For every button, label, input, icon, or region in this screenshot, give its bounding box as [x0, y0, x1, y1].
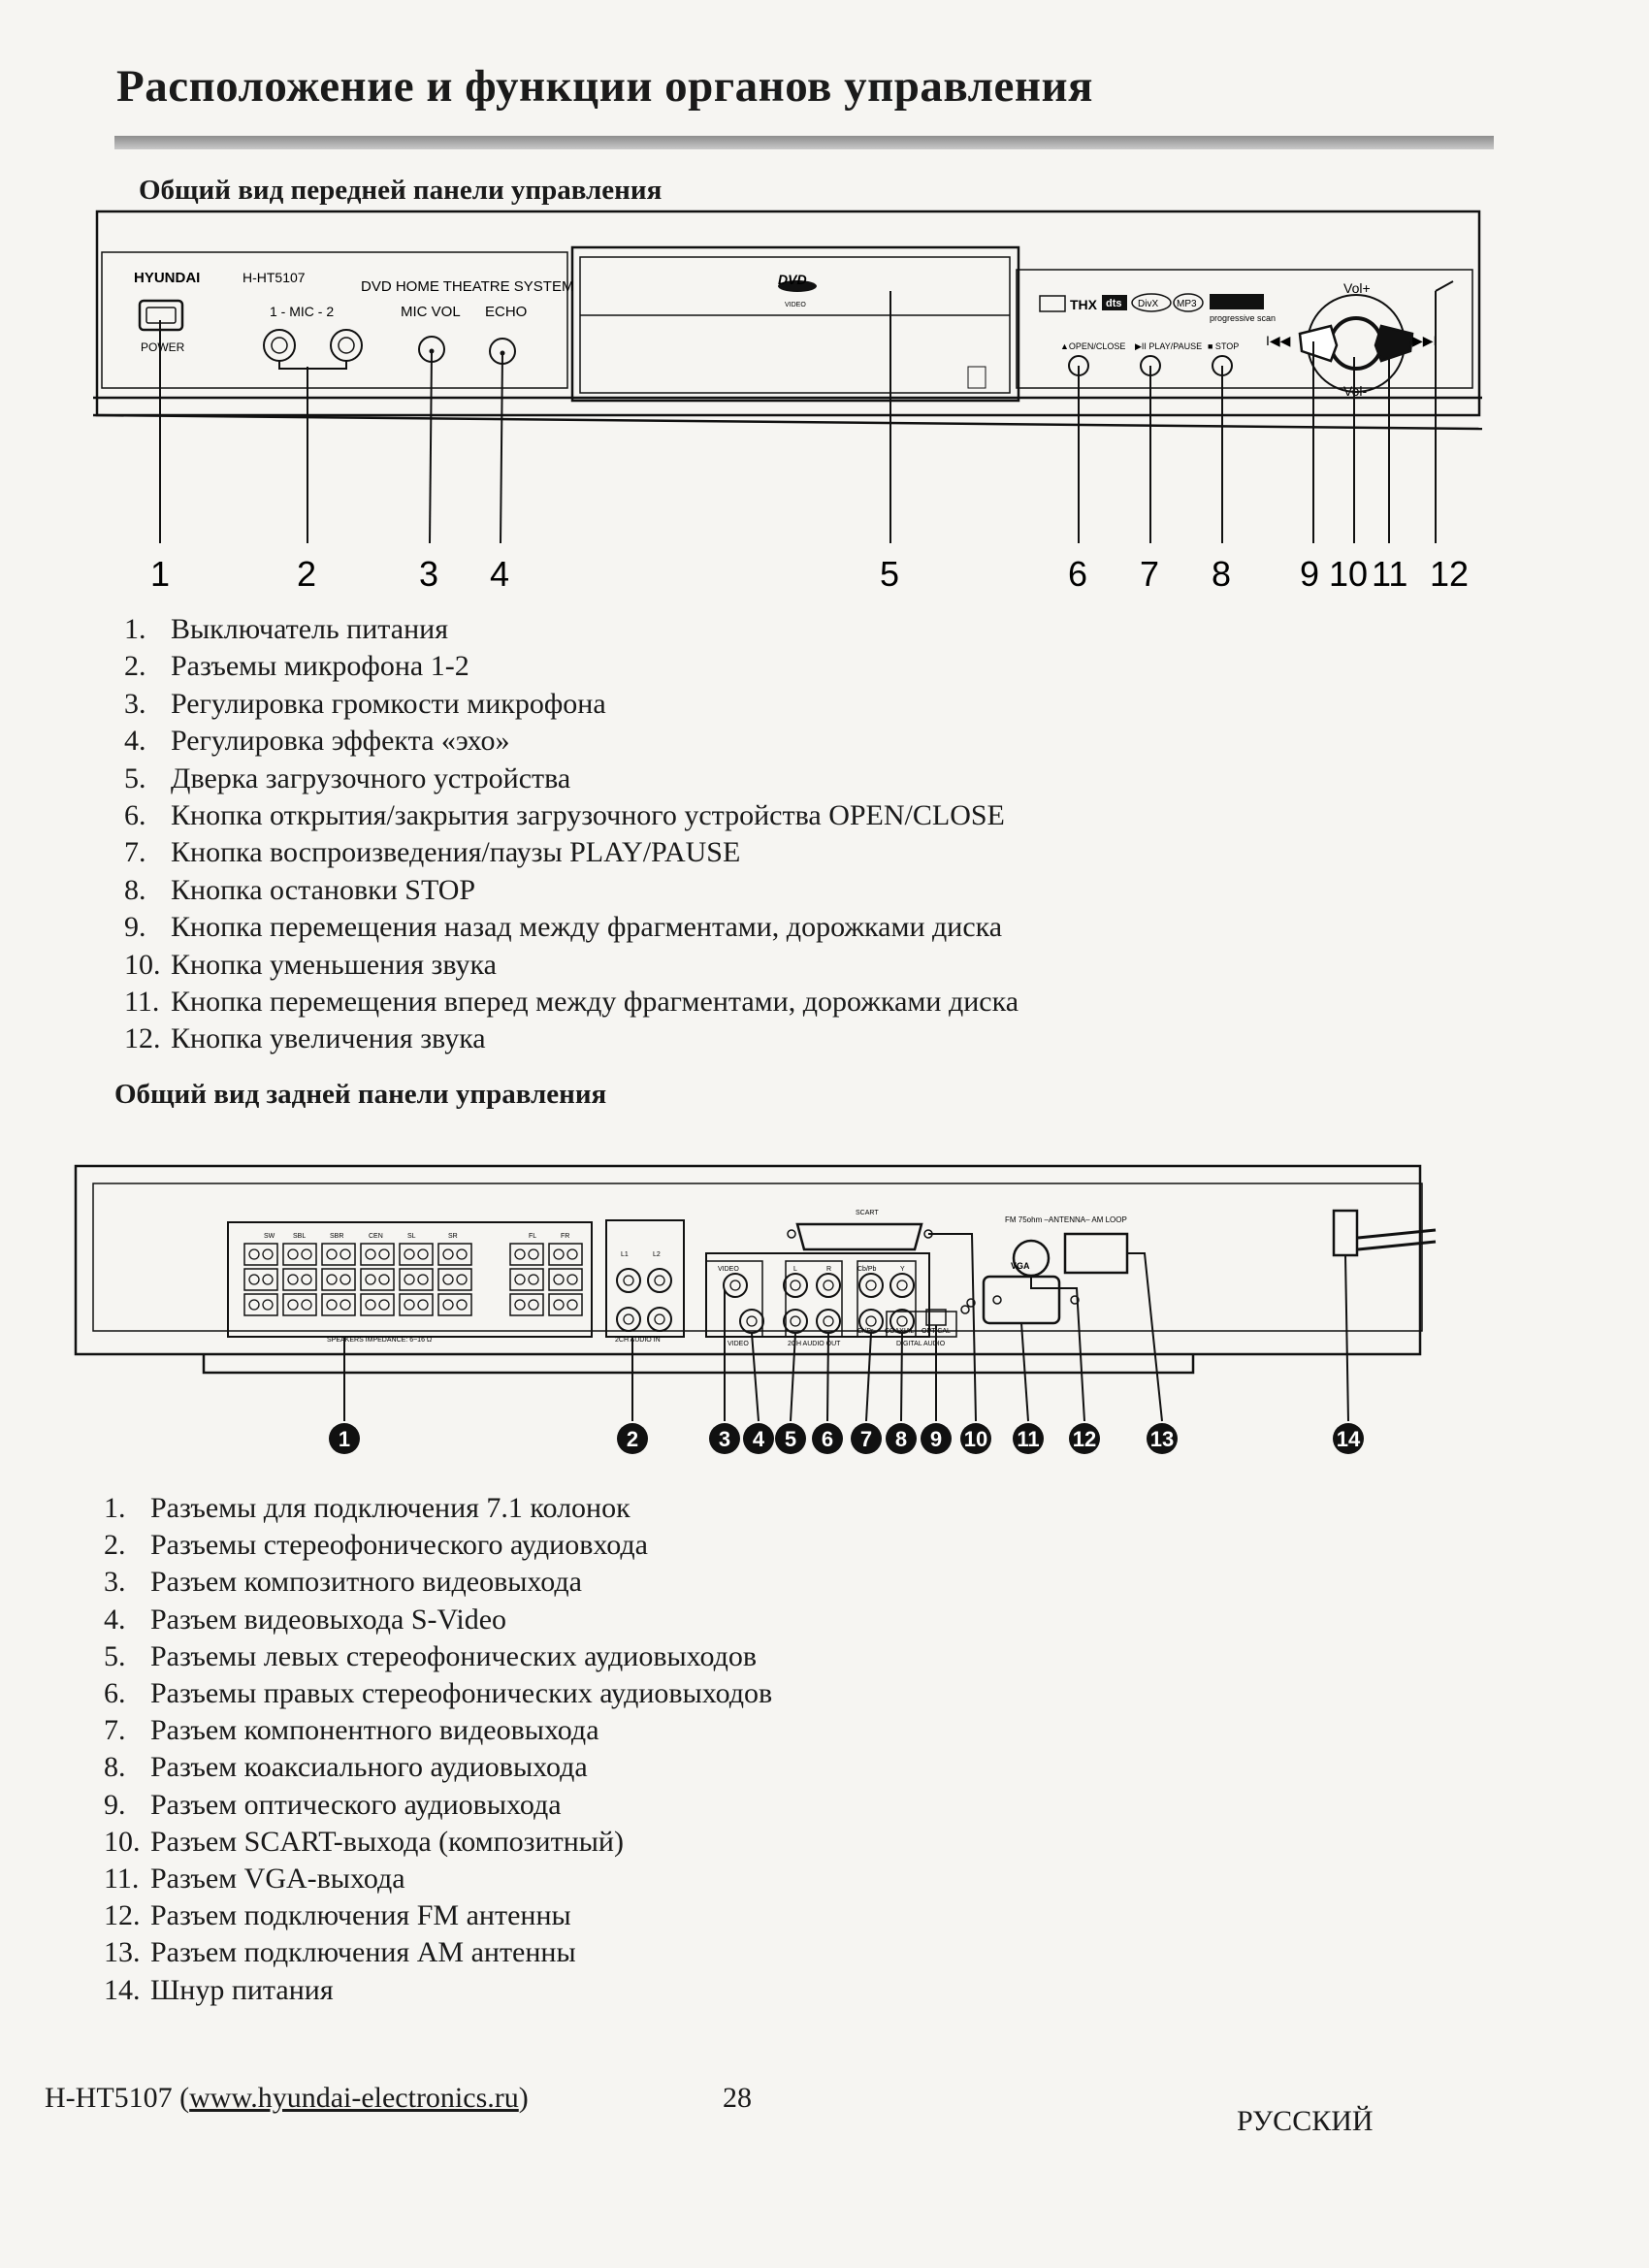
rca-jack[interactable] — [817, 1310, 840, 1333]
front-list-item-text: Кнопка остановки STOP — [171, 873, 476, 906]
front-list-item-text: Кнопка уменьшения звука — [171, 948, 497, 981]
front-callout-6: 6 — [1068, 554, 1088, 594]
front-controls-list — [124, 611, 1018, 1058]
rear-callout-7: 7 — [859, 1427, 873, 1451]
front-list-item — [124, 984, 1018, 1021]
rear-callout-10: 10 — [963, 1427, 988, 1451]
l2-label: L2 — [653, 1251, 661, 1258]
rear-list-item-text: Разъем коаксиального аудиовыхода — [150, 1751, 588, 1784]
front-list-item-text: Разъемы микрофона 1-2 — [171, 650, 469, 683]
rear-callout-9: 9 — [929, 1427, 943, 1451]
rear-list-item-number: 11. — [104, 1863, 140, 1895]
rear-list-item — [104, 1972, 772, 2009]
rear-list-item — [104, 1861, 772, 1897]
front-list-item-number: 11. — [124, 986, 160, 1019]
rear-list-item — [104, 1749, 772, 1786]
rear-list-item-text: Разъемы правых стереофонических аудиовыходов — [150, 1677, 773, 1710]
divx-logo: DivX — [1138, 299, 1159, 309]
front-list-item — [124, 761, 1018, 797]
logo-box-1 — [1040, 296, 1065, 311]
dvd-logo-text: DVD — [778, 272, 807, 287]
rear-list-item-number: 13. — [104, 1936, 141, 1969]
speaker-channel-label: CEN — [369, 1233, 383, 1240]
rear-connectors-list — [104, 1490, 772, 2009]
front-callout-2: 2 — [297, 554, 317, 594]
mic-vol-label: MIC VOL — [401, 304, 461, 320]
front-panel-heading: Общий вид передней панели управления — [139, 175, 663, 206]
video-logo-text: VIDEO — [785, 302, 806, 308]
front-list-item-number: 10. — [124, 948, 161, 981]
stop-label: ■ STOP — [1208, 341, 1240, 351]
am-antenna-port[interactable] — [1065, 1234, 1127, 1273]
rear-callout-3: 3 — [718, 1427, 731, 1451]
scart-port[interactable] — [797, 1224, 922, 1249]
coaxial-label: COAXIAL — [885, 1328, 915, 1335]
front-callout-11: 11 — [1372, 554, 1408, 594]
rear-list-item — [104, 1527, 772, 1564]
vol-plus-label: Vol+ — [1343, 280, 1371, 296]
disc-slot-mark — [968, 367, 986, 388]
mic1-jack[interactable] — [264, 330, 295, 361]
rear-callout-14: 14 — [1336, 1427, 1361, 1451]
speakers-label: SPEAKERS IMPEDANCE: 6~16 Ω — [327, 1337, 433, 1344]
optical-label: OPTICAL — [922, 1328, 951, 1335]
power-cord-outlet — [1334, 1211, 1357, 1255]
audio-out-label: 2CH AUDIO OUT — [788, 1341, 841, 1347]
front-callout-8: 8 — [1212, 554, 1232, 594]
front-list-item-text: Кнопка перемещения назад между фрагментами, дорожками диска — [171, 911, 1003, 944]
footer-language: РУССКИЙ — [1237, 2105, 1374, 2137]
front-callout-10: 10 — [1329, 554, 1369, 594]
rear-callout-2: 2 — [626, 1427, 639, 1451]
power-label: POWER — [141, 340, 185, 354]
rca-jack[interactable] — [740, 1310, 763, 1333]
speaker-channel-label: SBR — [330, 1233, 344, 1240]
front-list-item-text: Регулировка эффекта «эхо» — [171, 725, 510, 758]
rear-list-item-text: Разъем подключения AM антенны — [150, 1936, 576, 1969]
next-icon: ▶▶I — [1412, 333, 1438, 348]
open-close-label: ▲OPEN/CLOSE — [1060, 341, 1126, 351]
rear-list-item-number: 5. — [104, 1639, 126, 1672]
front-list-item-number: 4. — [124, 725, 146, 758]
front-list-item-number: 7. — [124, 836, 146, 869]
rear-list-item — [104, 1787, 772, 1824]
rear-panel-heading: Общий вид задней панели управления — [114, 1079, 607, 1110]
front-callout-12: 12 — [1430, 554, 1470, 594]
rear-list-item — [104, 1638, 772, 1675]
rca-jack[interactable] — [784, 1274, 807, 1297]
rca-jack[interactable] — [784, 1310, 807, 1333]
speaker-channel-label: SW — [264, 1233, 275, 1240]
rear-list-item-text: Разъем оптического аудиовыхода — [150, 1788, 562, 1821]
rear-callout-6: 6 — [821, 1427, 834, 1451]
rear-callout-5: 5 — [784, 1427, 797, 1451]
rear-list-item-text: Разъем композитного видеовыхода — [150, 1566, 582, 1599]
rear-list-item-text: Разъем компонентного видеовыхода — [150, 1714, 599, 1747]
rear-list-item-text: Разъемы левых стереофонических аудиовыходов — [150, 1639, 758, 1672]
progressive-scan-logo-box — [1210, 294, 1264, 309]
rca-jack[interactable] — [724, 1274, 747, 1297]
front-list-item-text: Кнопка открытия/закрытия загрузочного устройства OPEN/CLOSE — [171, 799, 1005, 832]
rear-callout-12: 12 — [1072, 1427, 1097, 1451]
rear-list-item — [104, 1934, 772, 1971]
rear-list-item-number: 10. — [104, 1825, 141, 1858]
video-out-label: VIDEO — [728, 1341, 749, 1347]
model-label: H-HT5107 — [242, 270, 306, 285]
speaker-channel-label: SR — [448, 1233, 458, 1240]
play-pause-label: ▶II PLAY/PAUSE — [1135, 341, 1203, 351]
front-list-item-number: 1. — [124, 613, 146, 645]
rear-panel-diagram — [0, 1145, 1649, 1474]
rear-list-item-text: Разъем VGA-выхода — [150, 1863, 405, 1895]
y-label: Y — [900, 1266, 905, 1273]
prev-button[interactable] — [1300, 326, 1337, 361]
rca-jack[interactable] — [648, 1269, 671, 1292]
dts-logo: dts — [1106, 298, 1122, 309]
next-button[interactable] — [1375, 326, 1412, 361]
front-list-item-number: 5. — [124, 761, 146, 794]
page-number: 28 — [723, 2082, 752, 2114]
footer-close-paren: ) — [518, 2082, 529, 2114]
speaker-channel-label: FR — [561, 1233, 570, 1240]
rear-callout-13: 13 — [1149, 1427, 1175, 1451]
front-list-item-text: Кнопка воспроизведения/паузы PLAY/PAUSE — [171, 836, 741, 869]
rear-list-item-number: 1. — [104, 1492, 126, 1524]
rear-list-item-number: 2. — [104, 1529, 126, 1562]
r-label: R — [826, 1266, 832, 1273]
brand-label: HYUNDAI — [134, 270, 201, 286]
speaker-channel-label: SBL — [293, 1233, 307, 1240]
front-callout-5: 5 — [880, 554, 900, 594]
prev-icon: I◀◀ — [1266, 333, 1291, 348]
front-list-item — [124, 611, 1018, 648]
rca-jack[interactable] — [617, 1308, 640, 1331]
rear-list-item — [104, 1602, 772, 1638]
front-panel-diagram — [0, 0, 1649, 621]
rear-list-item-number: 6. — [104, 1677, 126, 1710]
front-callout-3: 3 — [419, 554, 439, 594]
rear-list-item-text: Разъем SCART-выхода (композитный) — [150, 1825, 624, 1858]
front-list-item — [124, 834, 1018, 871]
page-title: Расположение и функции органов управления — [116, 61, 1093, 112]
echo-label: ECHO — [485, 304, 528, 320]
rear-list-item — [104, 1824, 772, 1861]
rear-list-item — [104, 1897, 772, 1934]
video-label: VIDEO — [718, 1266, 739, 1273]
rear-list-item-text: Разъемы для подключения 7.1 колонок — [150, 1492, 630, 1524]
thx-logo: THX — [1070, 297, 1097, 312]
vga-port[interactable] — [984, 1277, 1059, 1323]
cb-pb-label: Cb/Pb — [857, 1266, 877, 1273]
front-list-item — [124, 909, 1018, 946]
rear-callout-4: 4 — [752, 1427, 765, 1451]
front-list-item — [124, 947, 1018, 984]
front-callout-9: 9 — [1300, 554, 1320, 594]
rca-jack[interactable] — [617, 1269, 640, 1292]
front-list-item-number: 9. — [124, 911, 146, 944]
front-list-item — [124, 648, 1018, 685]
mp3-logo: MP3 — [1177, 299, 1197, 309]
front-list-item — [124, 686, 1018, 723]
vga-label: VGA — [1011, 1261, 1030, 1271]
front-list-item-number: 8. — [124, 873, 146, 906]
rear-list-item-text: Разъемы стереофонического аудиовхода — [150, 1529, 648, 1562]
antenna-label: FM 75ohm –ANTENNA– AM LOOP — [1005, 1215, 1127, 1224]
rear-list-item — [104, 1564, 772, 1601]
front-list-item — [124, 797, 1018, 834]
rear-list-item-text: Разъем подключения FM антенны — [150, 1899, 571, 1932]
front-list-item-text: Кнопка увеличения звука — [171, 1022, 486, 1055]
rca-jack[interactable] — [817, 1274, 840, 1297]
front-callout-7: 7 — [1140, 554, 1160, 594]
rear-callout-1: 1 — [338, 1427, 351, 1451]
rear-list-item-number: 14. — [104, 1973, 141, 2006]
footer-url-link[interactable]: www.hyundai-electronics.ru — [189, 2082, 519, 2114]
rear-list-item — [104, 1712, 772, 1749]
front-list-item-number: 3. — [124, 687, 146, 720]
front-list-item — [124, 1021, 1018, 1057]
audio-in-label: 2CH AUDIO IN — [615, 1337, 661, 1344]
front-list-item-text: Выключатель питания — [171, 613, 448, 645]
rear-list-item-number: 4. — [104, 1603, 126, 1636]
speaker-channel-label: SL — [407, 1233, 416, 1240]
system-label: DVD HOME THEATRE SYSTEM — [361, 278, 574, 295]
rear-list-item-number: 7. — [104, 1714, 126, 1747]
speaker-terminals[interactable] — [244, 1233, 582, 1315]
rca-jack[interactable] — [890, 1274, 914, 1297]
front-list-item — [124, 723, 1018, 760]
rca-jack[interactable] — [648, 1308, 671, 1331]
front-list-item-text: Кнопка перемещения вперед между фрагментами, дорожками диска — [171, 986, 1019, 1019]
footer-model-text: H-HT5107 ( — [45, 2082, 190, 2114]
rear-callout-8: 8 — [894, 1427, 908, 1451]
front-callout-4: 4 — [490, 554, 510, 594]
speaker-channel-label: FL — [529, 1233, 537, 1240]
mic-label: 1 - MIC - 2 — [270, 304, 335, 319]
rear-list-item — [104, 1490, 772, 1527]
front-callout-1: 1 — [150, 554, 171, 594]
rear-list-item-text: Разъем видеовыхода S-Video — [150, 1603, 507, 1636]
l1-label: L1 — [621, 1251, 629, 1258]
digital-audio-label: DIGITAL AUDIO — [896, 1341, 946, 1347]
rear-callout-11: 11 — [1017, 1427, 1040, 1451]
rear-list-item — [104, 1675, 772, 1712]
front-list-item — [124, 872, 1018, 909]
rca-jack[interactable] — [859, 1274, 883, 1297]
front-list-item-number: 12. — [124, 1022, 161, 1055]
mic2-jack[interactable] — [331, 330, 362, 361]
rear-list-item-number: 12. — [104, 1899, 141, 1932]
l-label: L — [793, 1266, 797, 1273]
rear-list-item-text: Шнур питания — [150, 1973, 334, 2006]
cr-pr-label: Cr/Pr — [857, 1328, 874, 1335]
vol-minus-label: Vol- — [1343, 383, 1368, 399]
front-list-item-text: Дверка загрузочного устройства — [171, 761, 571, 794]
rear-list-item-number: 8. — [104, 1751, 126, 1784]
rear-list-item-number: 9. — [104, 1788, 126, 1821]
footer-model — [45, 2082, 529, 2115]
front-list-item-number: 2. — [124, 650, 146, 683]
scart-label: SCART — [856, 1210, 879, 1216]
rear-list-item-number: 3. — [104, 1566, 126, 1599]
front-list-item-number: 6. — [124, 799, 146, 832]
front-list-item-text: Регулировка громкости микрофона — [171, 687, 606, 720]
progressive-scan-label: progressive scan — [1210, 313, 1277, 323]
